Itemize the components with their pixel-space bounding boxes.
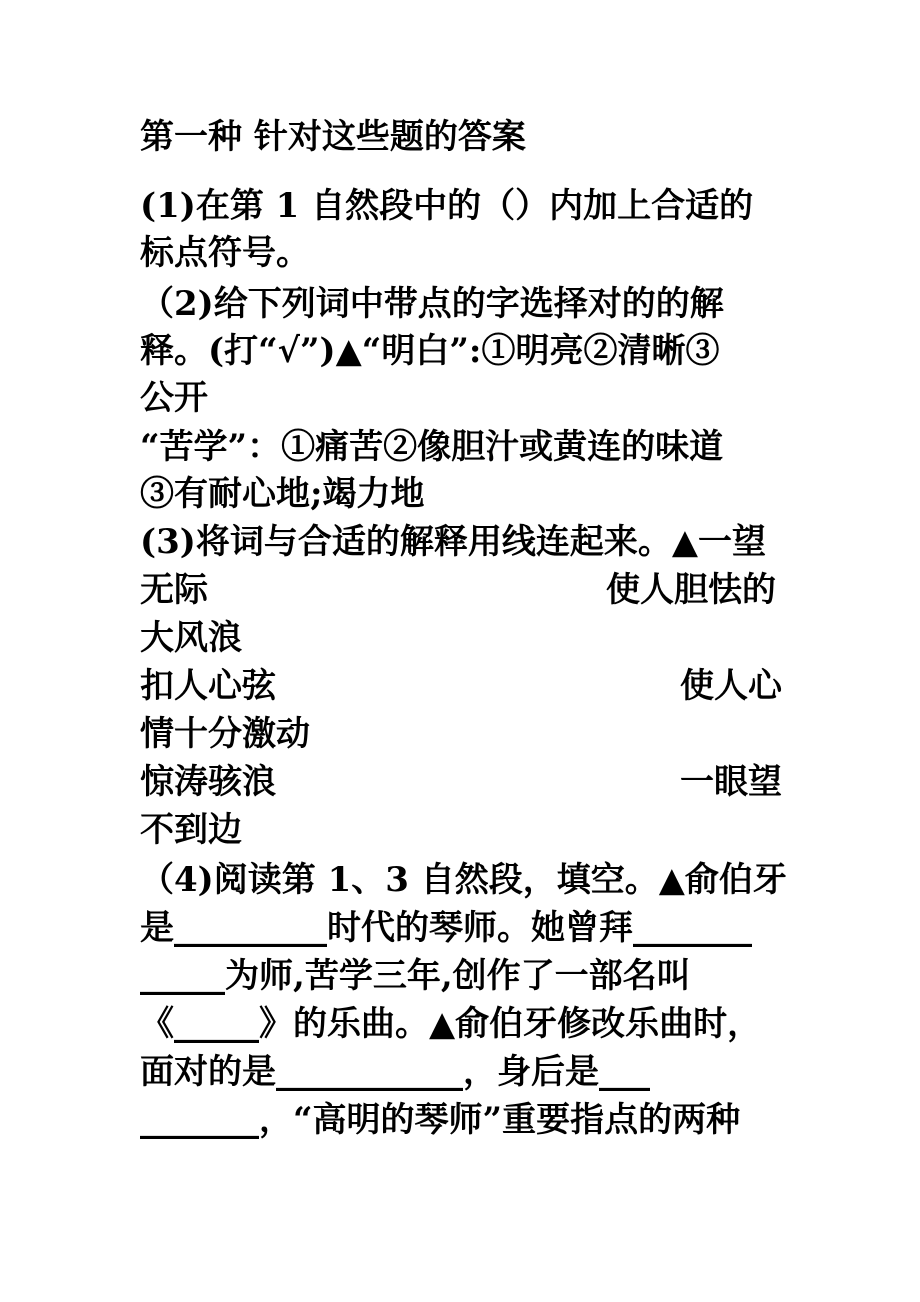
- match-right-3-continuation: 不到边: [140, 810, 242, 850]
- match-left-1-line-2: 无际: [140, 570, 208, 610]
- question-4-line-5: 面对的是___________，身后是___: [140, 1052, 650, 1092]
- question-4-line-2: 是_________时代的琴师。她曾拜_______: [140, 908, 752, 948]
- question-2-line-3: 公开: [140, 378, 208, 418]
- match-right-1: 使人胆怯的: [606, 570, 776, 610]
- match-right-1-continuation: 大风浪: [140, 618, 242, 658]
- document-title: 第一种 针对这些题的答案: [140, 117, 526, 157]
- question-1-line-1: (1)在第 1 自然段中的（）内加上合适的: [140, 186, 754, 226]
- question-2-line-4: “苦学”：①痛苦②像胆汁或黄连的味道: [140, 427, 724, 467]
- question-4-line-1: （4)阅读第 1、3 自然段，填空。▲俞伯牙: [140, 860, 787, 900]
- match-right-2-continuation: 情十分激动: [140, 714, 310, 754]
- question-2-line-2: 释。(打“√”)▲“明白”:①明亮②清晰③: [140, 331, 720, 371]
- question-2-line-1: （2)给下列词中带点的字选择对的的解: [140, 284, 724, 324]
- match-right-2: 使人心: [680, 666, 782, 706]
- match-left-2: 扣人心弦: [140, 666, 276, 706]
- question-1-line-2: 标点符号。: [140, 233, 310, 273]
- question-4-line-4: 《_____》的乐曲。▲俞伯牙修改乐曲时，: [140, 1004, 762, 1044]
- match-left-3: 惊涛骇浪: [140, 762, 276, 802]
- question-4-line-3: _____为师,苦学三年,创作了一部名叫: [140, 956, 691, 996]
- question-4-line-6: _______，“高明的琴师”重要指点的两种: [140, 1100, 741, 1140]
- match-right-3: 一眼望: [680, 762, 782, 802]
- question-3-line-1: (3)将词与合适的解释用线连起来。▲一望: [140, 522, 766, 562]
- question-2-line-5: ③有耐心地;竭力地: [140, 474, 425, 514]
